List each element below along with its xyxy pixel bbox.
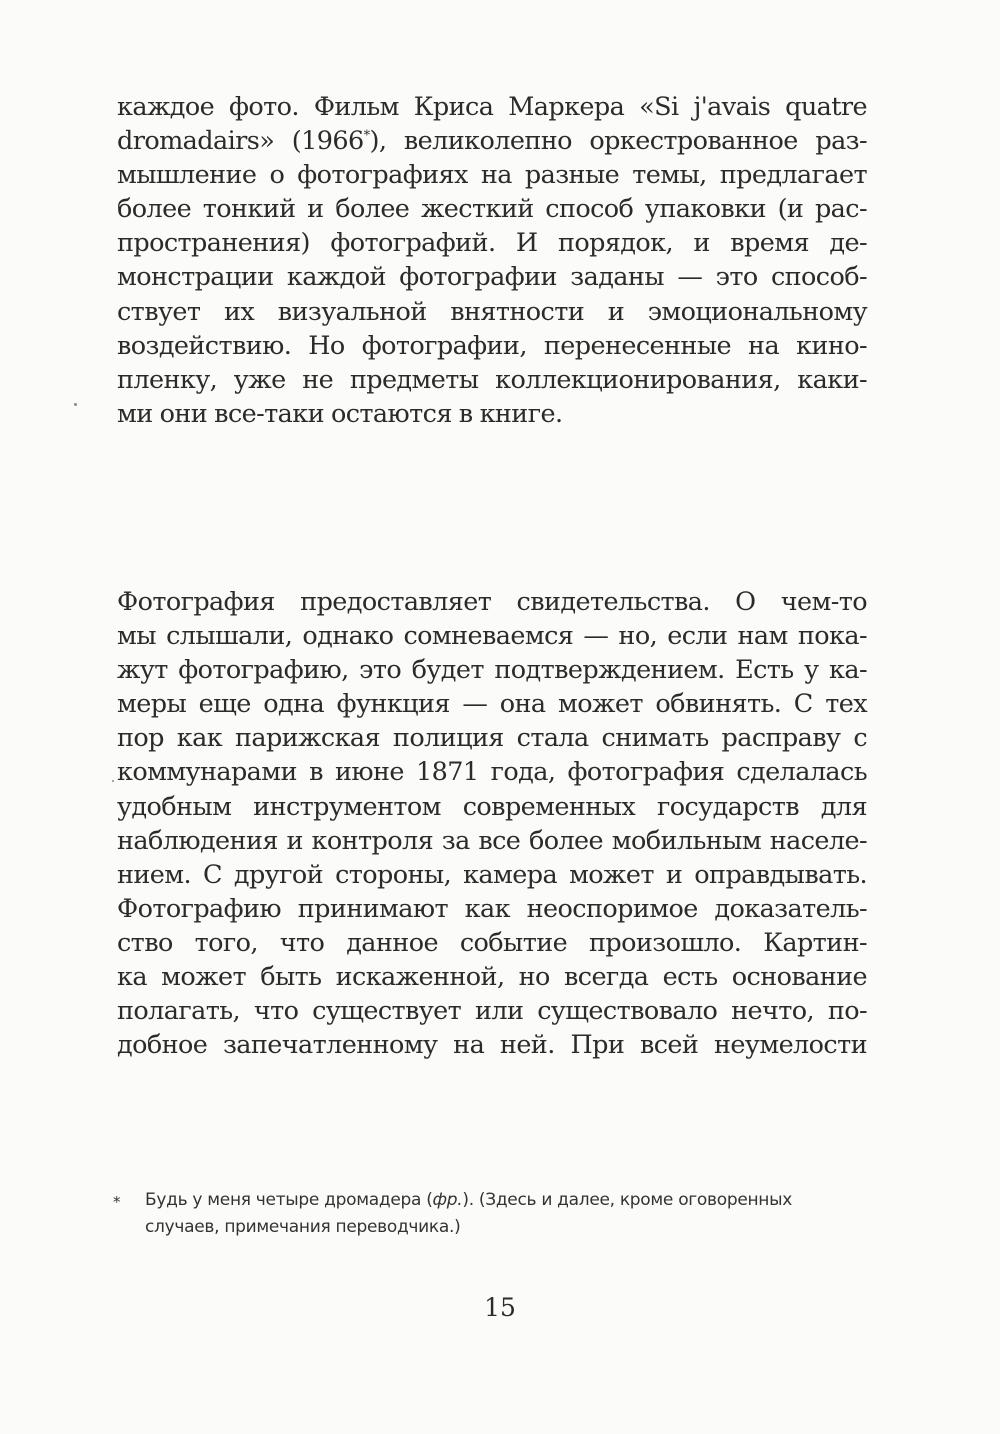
- text-line: пленку, уже не предметы коллекционирования, каки-: [117, 364, 867, 395]
- footnote-reference[interactable]: *: [363, 128, 370, 144]
- text-line: мы слышали, однако сомневаемся — но, если нам пока-: [117, 621, 867, 652]
- footnote-line-2: случаев, примечания переводчика.): [145, 1217, 461, 1237]
- text-line: полагать, что существует или существовало нечто, по-: [117, 996, 867, 1027]
- line-start: dromadairs» (1966: [117, 126, 364, 157]
- text-line: ство того, что данное событие произошло. Картин-: [117, 927, 867, 958]
- footnote-italic: фр.: [432, 1190, 463, 1210]
- page-number: 15: [484, 1293, 516, 1322]
- paper-speck: [74, 403, 77, 406]
- text-line: каждое фото. Фильм Криса Маркера «Si j'avais quatre: [117, 92, 867, 122]
- line-rest: ), великолепно оркестрованное раз-: [369, 126, 867, 157]
- text-line: Фотография предоставляет свидетельства. О чем-то: [117, 587, 867, 617]
- text-line: удобным инструментом современных государств для: [117, 791, 867, 822]
- text-line: пространения) фотографий. И порядок, и время де-: [117, 228, 867, 259]
- paragraph-2: [117, 585, 867, 1062]
- text-line: более тонкий и более жесткий способ упаковки (и рас-: [117, 194, 867, 225]
- text-line: меры еще одна функция — она может обвинять. С тех: [117, 689, 867, 720]
- footnote-line-1: [145, 1187, 873, 1214]
- footnote-marker: *: [113, 1193, 121, 1211]
- text-line: монстрации каждой фотографии заданы — это способ-: [117, 262, 867, 293]
- text-line: добное запечатленному на ней. При всей неумелости: [117, 1030, 867, 1061]
- text-line: Фотографию принимают как неоспоримое доказатель-: [117, 893, 867, 924]
- text-line: мышление о фотографиях на разные темы, предлагает: [117, 160, 867, 191]
- text-line: жут фотографию, это будет подтверждением. Есть у ка-: [117, 655, 867, 686]
- text-line: ствует их визуальной внятности и эмоциональному: [117, 296, 867, 327]
- paper-speck: [112, 780, 114, 782]
- text-line: коммунарами в июне 1871 года, фотография сделалась: [117, 757, 867, 788]
- footnote-text: Будь у меня четыре дромадера (: [145, 1190, 433, 1210]
- text-line: пор как парижская полиция стала снимать расправу с: [117, 723, 867, 754]
- text-line: наблюдения и контроля за все более мобильным населе-: [117, 825, 867, 856]
- text-line: воздействию. Но фотографии, перенесенные на кино-: [117, 330, 867, 361]
- text-line: [117, 124, 867, 158]
- text-line: ми они все-таки остаются в книге.: [117, 398, 563, 429]
- paragraph-1: [117, 90, 867, 431]
- text-line: ка может быть искаженной, но всегда есть основание: [117, 962, 867, 993]
- footnote-text: ). (Здесь и далее, кроме оговоренных: [462, 1190, 793, 1210]
- text-line: нием. С другой стороны, камера может и оправдывать.: [117, 859, 867, 890]
- footnote: [113, 1187, 873, 1241]
